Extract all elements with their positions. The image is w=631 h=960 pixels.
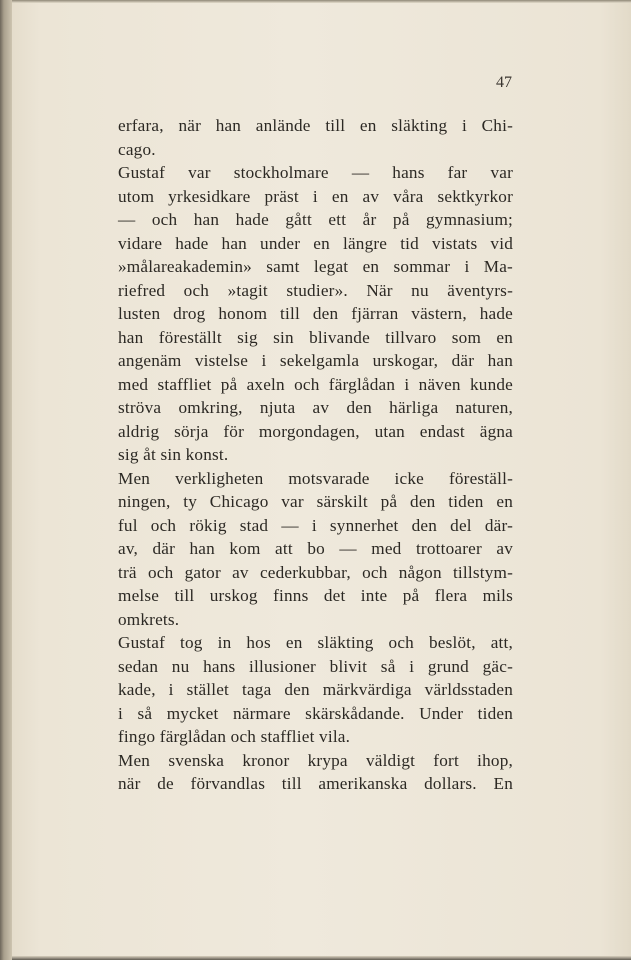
text-line: kade, i stället taga den märkvärdiga världsstaden [118, 680, 513, 699]
text-line: aldrig sörja för morgondagen, utan endast ägna [118, 421, 513, 441]
text-line: — och han hade gått ett år på gymnasium; [118, 210, 513, 229]
text-line: Men svenska kronor krypa väldigt fort ihop, [118, 750, 513, 770]
text-line: omkrets. [118, 609, 180, 629]
text-line: ful och rökig stad — i synnerhet den del där- [118, 515, 513, 535]
text-line: med staffliet på axeln och färglådan i näven kunde [118, 374, 513, 394]
text-line: Gustaf tog in hos en släkting och beslöt, att, [118, 633, 513, 652]
text-line: vidare hade han under en längre tid vistats vid [118, 233, 513, 253]
text-line: erfara, när han anlände till en släkting i Chi- [118, 116, 513, 135]
text-line: angenäm vistelse i sekelgamla urskogar, där han [118, 351, 513, 370]
text-line: i så mycket närmare skärskådande. Under tiden [118, 703, 513, 723]
text-line: han föreställt sig sin blivande tillvaro som en [118, 327, 513, 347]
text-line: melse till urskog finns det inte på flera mils [118, 586, 513, 605]
text-line: trä och gator av cederkubbar, och någon tillstym- [118, 562, 513, 582]
text-line: sig åt sin konst. [118, 445, 229, 464]
text-line: »målareakademin» samt legat en sommar i Ma- [118, 257, 513, 276]
text-line: sedan nu hans illusioner blivit så i grund gäc- [118, 656, 513, 676]
text-line: riefred och »tagit studier». När nu äventyrs- [118, 280, 513, 300]
book-spine-shadow [0, 0, 12, 960]
text-line: lusten drog honom till den fjärran västern, hade [118, 304, 513, 323]
page-bottom-edge [12, 956, 631, 960]
text-line: fingo färglådan och staffliet vila. [118, 727, 351, 746]
text-line: ströva omkring, njuta av den härliga naturen, [118, 398, 513, 417]
text-line: cago. [118, 139, 156, 159]
page-number: 47 [496, 74, 512, 91]
text-line: av, där han kom att bo — med trottoarer av [118, 539, 513, 558]
text-line: när de förvandlas till amerikanska dollars. En [118, 774, 513, 793]
text-line: ningen, ty Chicago var särskilt på den tiden en [118, 492, 513, 511]
text-line: utom yrkesidkare präst i en av våra sektkyrkor [118, 186, 513, 206]
body-text [118, 114, 513, 796]
text-line: Men verkligheten motsvarade icke föreställ- [118, 468, 513, 488]
page-top-edge [12, 0, 631, 3]
text-line: Gustaf var stockholmare — hans far var [118, 163, 513, 182]
